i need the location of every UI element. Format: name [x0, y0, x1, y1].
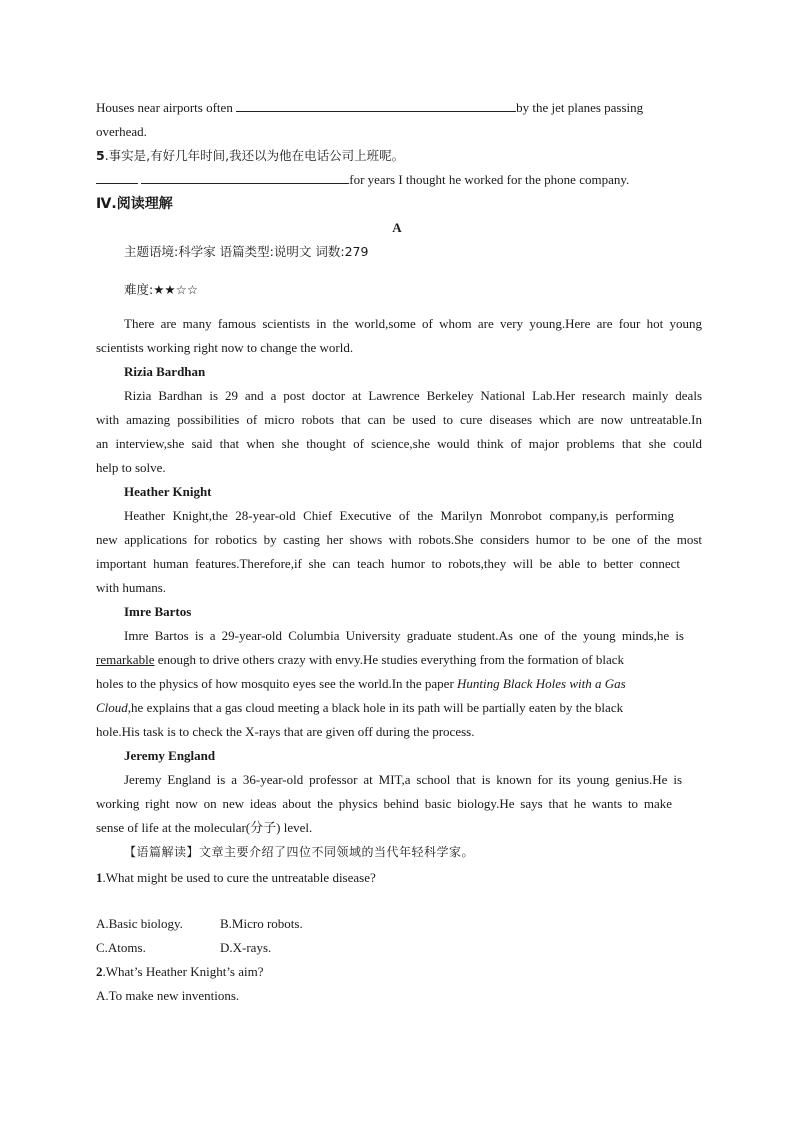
paragraph-line: with amazing possibilities of micro robots that can be used to cure diseases which are now untreatable.In: [96, 412, 702, 427]
scientist-heading: Heather Knight: [124, 484, 212, 499]
paragraph-line: Jeremy England is a 36-year-old professor at MIT,a school that is known for its young genius.He is: [124, 772, 682, 787]
answer-blank[interactable]: [96, 172, 138, 184]
question-stem: 1.What might be used to cure the untreatable disease?: [96, 870, 376, 885]
paragraph-line: an interview,she said that when she thought of science,she would think of major problems that she could: [96, 436, 702, 451]
star-rating-icon: ★★☆☆: [153, 282, 199, 297]
scientist-heading: Jeremy England: [124, 748, 216, 763]
question-option[interactable]: A.Basic biology.: [96, 916, 183, 931]
paragraph-line: important human features.Therefore,if she can teach humor to robots,they will be able to better connect: [96, 556, 680, 571]
paragraph-line: Cloud,he explains that a gas cloud meeting a black hole in its path will be partially eaten by the black: [96, 700, 624, 715]
scientist-heading: Imre Bartos: [124, 604, 192, 619]
paragraph-line: holes to the physics of how mosquito eyes see the world.In the paper Hunting Black Holes with a Gas: [96, 676, 626, 691]
paragraph-line: sense of life at the molecular(分子) level.: [96, 820, 313, 835]
paragraph-line: help to solve.: [96, 460, 166, 475]
question-stem: 2.What’s Heather Knight’s aim?: [96, 964, 264, 979]
part-label: A: [392, 220, 402, 235]
paragraph-line: with humans.: [96, 580, 167, 595]
question-option[interactable]: D.X-rays.: [220, 940, 272, 955]
underlined-word: remarkable: [96, 652, 155, 667]
paragraph-line: Imre Bartos is a 29-year-old Columbia University graduate student.As one of the young minds,he is: [124, 628, 684, 643]
scientist-heading: Rizia Bardhan: [124, 364, 206, 379]
paragraph-line: new applications for robotics by casting her shows with robots.She considers humor to be one of the most: [96, 532, 702, 547]
paragraph-line: hole.His task is to check the X-rays that are given off during the process.: [96, 724, 475, 739]
passage-analysis-note: 【语篇解读】文章主要介绍了四位不同领域的当代年轻科学家。: [124, 845, 475, 859]
q4-line-1: Houses near airports often by the jet planes passing: [96, 100, 644, 115]
intro-line-2: scientists working right now to change the world.: [96, 340, 354, 355]
intro-line-1: There are many famous scientists in the world,some of whom are very young.Here are four hot young: [124, 316, 702, 331]
paragraph-line: remarkable enough to drive others crazy with envy.He studies everything from the formation of black: [96, 652, 625, 667]
answer-blank[interactable]: [236, 100, 516, 112]
q5-prompt: 5.事实是,有好几年时间,我还以为他在电话公司上班呢。: [96, 148, 405, 163]
question-option[interactable]: A.To make new inventions.: [96, 988, 240, 1003]
passage-meta: 主题语境:科学家 语篇类型:说明文 词数:279: [124, 244, 369, 259]
difficulty-rating: 难度:★★☆☆: [124, 282, 199, 297]
paragraph-line: Rizia Bardhan is 29 and a post doctor at Lawrence Berkeley National Lab.Her research mainly deals: [124, 388, 702, 403]
q5-answer-line: for years I thought he worked for the phone company.: [96, 172, 702, 188]
q4-line-2: overhead.: [96, 124, 147, 139]
question-option[interactable]: C.Atoms.: [96, 940, 146, 955]
paragraph-line: Heather Knight,the 28-year-old Chief Executive of the Marilyn Monrobot company,is performing: [124, 508, 674, 523]
section-heading: Ⅳ.阅读理解: [96, 196, 173, 212]
paragraph-line: working right now on new ideas about the physics behind basic biology.He says that he wants to make: [96, 796, 672, 811]
answer-blank[interactable]: [141, 172, 349, 184]
question-option[interactable]: B.Micro robots.: [220, 916, 303, 931]
